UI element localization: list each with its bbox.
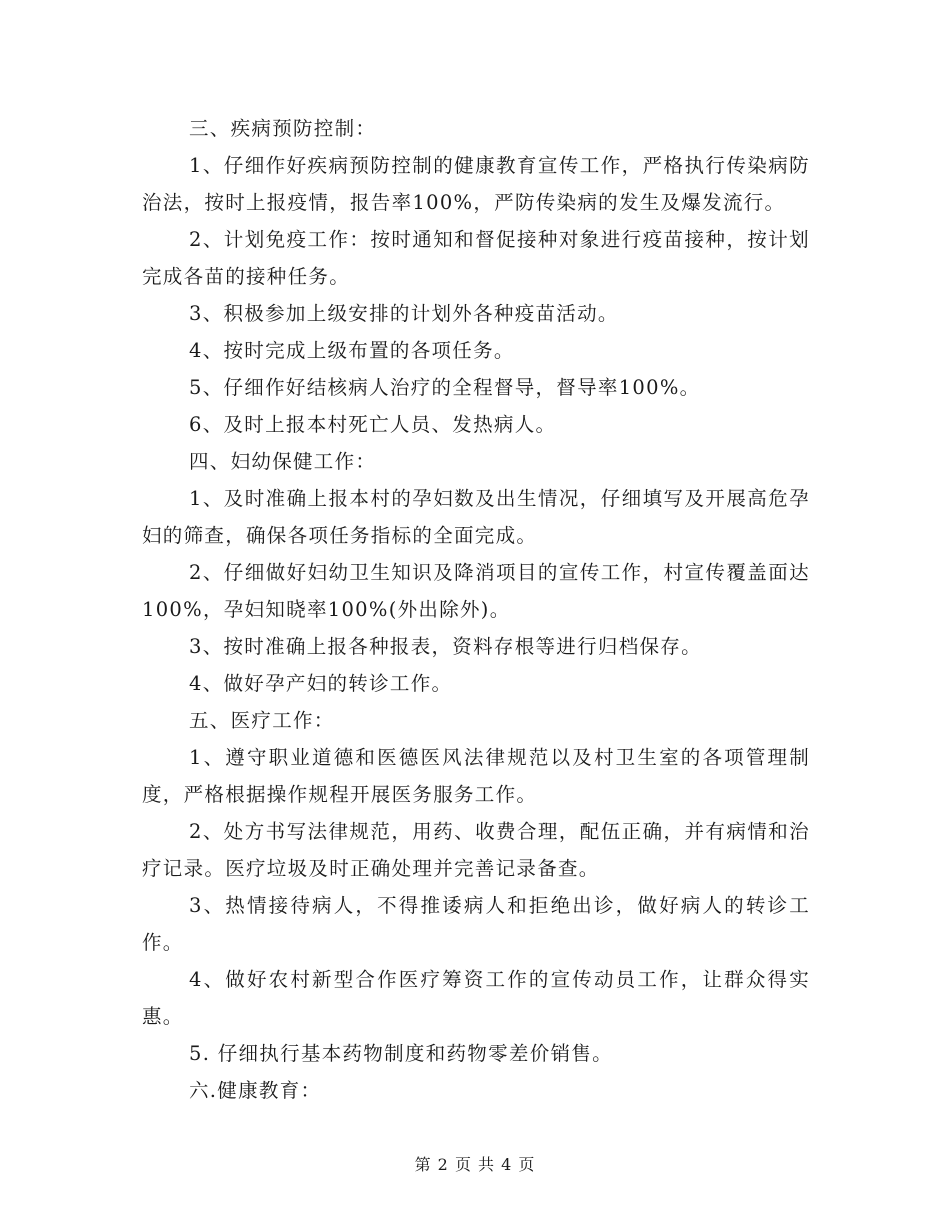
paragraph: 1、仔细作好疾病预防控制的健康教育宣传工作，严格执行传染病防治法，按时上报疫情，报告率100%，严防传染病的发生及爆发流行。 (142, 154, 810, 214)
paragraph: 3、积极参加上级安排的计划外各种疫苗活动。 (189, 302, 619, 325)
paragraph: 3、按时准确上报各种报表，资料存根等进行归档保存。 (189, 635, 702, 658)
paragraph: 1、遵守职业道德和医德医风法律规范以及村卫生室的各项管理制度，严格根据操作规程开展医务服务工作。 (142, 746, 810, 806)
section-heading-medical-work: 五、医疗工作： (189, 709, 335, 732)
paragraph: 4、按时完成上级布置的各项任务。 (189, 339, 515, 362)
paragraph: 2、计划免疫工作：按时通知和督促接种对象进行疫苗接种，按计划完成各苗的接种任务。 (142, 228, 810, 288)
section-heading-health-education: 六.健康教育： (189, 1079, 322, 1102)
paragraph: 4、做好农村新型合作医疗筹资工作的宣传动员工作，让群众得实惠。 (142, 968, 810, 1028)
paragraph: 6、及时上报本村死亡人员、发热病人。 (189, 413, 557, 436)
paragraph: 4、做好孕产妇的转诊工作。 (189, 672, 453, 695)
paragraph: 5、仔细作好结核病人治疗的全程督导，督导率100%。 (189, 376, 701, 399)
paragraph: 2、仔细做好妇幼卫生知识及降消项目的宣传工作，村宣传覆盖面达100%，孕妇知晓率100%(外出除外)。 (142, 561, 810, 621)
paragraph: 5. 仔细执行基本药物制度和药物零差价销售。 (189, 1042, 613, 1065)
paragraph: 1、及时准确上报本村的孕妇数及出生情况，仔细填写及开展高危孕妇的筛查，确保各项任务指标的全面完成。 (142, 487, 810, 547)
page-number-footer: 第 2 页 共 4 页 (414, 1155, 536, 1174)
paragraph: 2、处方书写法律规范，用药、收费合理，配伍正确，并有病情和治疗记录。医疗垃圾及时正确处理并完善记录备查。 (142, 820, 810, 880)
section-heading-disease-prevention: 三、疾病预防控制： (189, 117, 377, 140)
section-heading-maternal-child: 四、妇幼保健工作： (189, 450, 377, 473)
paragraph: 3、热情接待病人，不得推诿病人和拒绝出诊，做好病人的转诊工作。 (142, 894, 810, 954)
